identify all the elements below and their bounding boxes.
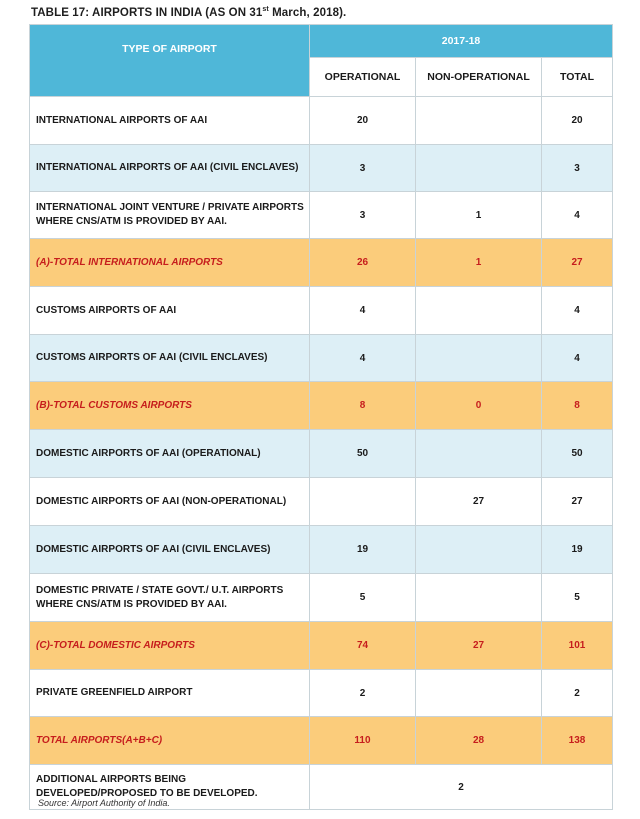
row-operational: 74	[310, 622, 416, 670]
row-total: 20	[542, 97, 613, 145]
row-total: 101	[542, 622, 613, 670]
row-total: 4	[542, 287, 613, 335]
row-operational: 5	[310, 574, 416, 622]
row-total: 5	[542, 574, 613, 622]
row-non-operational	[416, 145, 542, 192]
table-row	[30, 97, 613, 145]
row-name: INTERNATIONAL JOINT VENTURE / PRIVATE AIRPORTS WHERE CNS/ATM IS PROVIDED BY AAI.	[30, 192, 310, 239]
row-total: 3	[542, 145, 613, 192]
row-non-operational	[416, 430, 542, 478]
row-name: CUSTOMS AIRPORTS OF AAI	[30, 287, 310, 335]
table-row	[30, 145, 613, 192]
row-total: 138	[542, 717, 613, 765]
row-name: INTERNATIONAL AIRPORTS OF AAI	[30, 97, 310, 145]
airports-table	[29, 24, 613, 810]
row-non-operational: 1	[416, 239, 542, 287]
row-total: 50	[542, 430, 613, 478]
header-type-of-airport: TYPE OF AIRPORT	[30, 25, 310, 97]
row-non-operational: 27	[416, 622, 542, 670]
row-operational: 4	[310, 287, 416, 335]
row-total: 27	[542, 239, 613, 287]
row-total: 8	[542, 382, 613, 430]
header-operational: OPERATIONAL	[310, 57, 416, 96]
row-operational: 2	[310, 670, 416, 717]
table-row	[30, 335, 613, 382]
caption-superscript: st	[262, 6, 269, 13]
row-name: DOMESTIC AIRPORTS OF AAI (NON-OPERATIONAL)	[30, 478, 310, 526]
row-non-operational	[416, 335, 542, 382]
header-total: TOTAL	[542, 57, 613, 96]
row-operational: 4	[310, 335, 416, 382]
row-non-operational: 0	[416, 382, 542, 430]
row-operational: 110	[310, 717, 416, 765]
additional-value: 2	[310, 765, 613, 810]
table-row	[30, 670, 613, 717]
row-name: PRIVATE GREENFIELD AIRPORT	[30, 670, 310, 717]
header-year: 2017-18	[310, 25, 613, 58]
row-operational: 20	[310, 97, 416, 145]
table-row	[30, 478, 613, 526]
header-non-operational: NON-OPERATIONAL	[416, 57, 542, 96]
table-row	[30, 430, 613, 478]
row-total: 4	[542, 335, 613, 382]
total-row-all-airports	[30, 717, 613, 765]
caption-title-suffix: March, 2018).	[268, 6, 347, 19]
row-non-operational	[416, 287, 542, 335]
row-non-operational: 27	[416, 478, 542, 526]
row-operational: 50	[310, 430, 416, 478]
total-row-customs	[30, 382, 613, 430]
row-operational: 26	[310, 239, 416, 287]
caption-title-prefix: TABLE 17: AIRPORTS IN INDIA (AS ON 31	[31, 6, 263, 19]
row-name: TOTAL AIRPORTS(A+B+C)	[30, 717, 310, 765]
row-name: (A)-TOTAL INTERNATIONAL AIRPORTS	[30, 239, 310, 287]
row-non-operational	[416, 526, 542, 574]
table-caption	[31, 6, 346, 19]
row-operational: 8	[310, 382, 416, 430]
row-operational: 3	[310, 192, 416, 239]
row-operational	[310, 478, 416, 526]
row-name: (C)-TOTAL DOMESTIC AIRPORTS	[30, 622, 310, 670]
table-row	[30, 526, 613, 574]
table-row	[30, 192, 613, 239]
total-row-international	[30, 239, 613, 287]
row-total: 2	[542, 670, 613, 717]
row-name: CUSTOMS AIRPORTS OF AAI (CIVIL ENCLAVES)	[30, 335, 310, 382]
row-name: DOMESTIC PRIVATE / STATE GOVT./ U.T. AIRPORTS WHERE CNS/ATM IS PROVIDED BY AAI.	[30, 574, 310, 622]
row-total: 4	[542, 192, 613, 239]
row-non-operational: 1	[416, 192, 542, 239]
total-row-domestic	[30, 622, 613, 670]
row-total: 27	[542, 478, 613, 526]
row-non-operational	[416, 97, 542, 145]
row-name: INTERNATIONAL AIRPORTS OF AAI (CIVIL ENCLAVES)	[30, 145, 310, 192]
row-name: (B)-TOTAL CUSTOMS AIRPORTS	[30, 382, 310, 430]
row-name: DOMESTIC AIRPORTS OF AAI (CIVIL ENCLAVES)	[30, 526, 310, 574]
row-non-operational: 28	[416, 717, 542, 765]
row-non-operational	[416, 670, 542, 717]
row-name: DOMESTIC AIRPORTS OF AAI (OPERATIONAL)	[30, 430, 310, 478]
row-non-operational	[416, 574, 542, 622]
row-operational: 19	[310, 526, 416, 574]
row-total: 19	[542, 526, 613, 574]
table-row	[30, 287, 613, 335]
row-operational: 3	[310, 145, 416, 192]
additional-name: ADDITIONAL AIRPORTS BEING DEVELOPED/PROPOSED TO BE DEVELOPED.	[30, 765, 310, 810]
source-note: Source: Airport Authority of India.	[38, 798, 170, 808]
table-row	[30, 574, 613, 622]
